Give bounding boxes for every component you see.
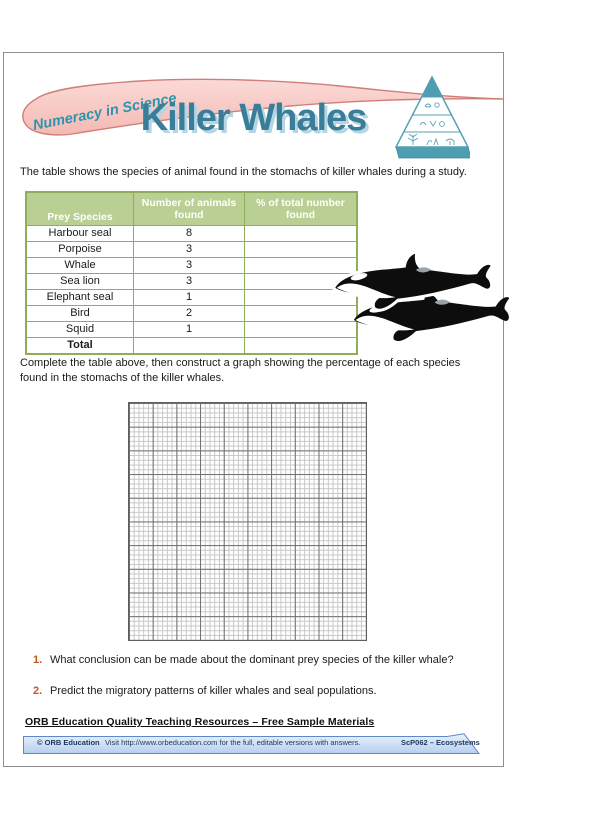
page-title: Killer Whales (140, 97, 367, 139)
cell-species: Harbour seal (26, 226, 134, 242)
cell-species: Porpoise (26, 242, 134, 258)
table-total-row (26, 338, 357, 355)
cell-count: 3 (134, 258, 245, 274)
cell-count: 3 (134, 274, 245, 290)
cell-species: Total (26, 338, 134, 355)
table-row (26, 226, 357, 242)
table-row (26, 322, 357, 338)
question-2-number: 2. (33, 685, 43, 697)
tagline-text: Numeracy in Science (31, 90, 178, 134)
instruction-text: Complete the table above, then construct a graph showing the percentage of each species found in the stomachs of the killer whales. (20, 357, 461, 384)
footer-copyright: © ORB Education (37, 738, 100, 747)
orca-front (335, 254, 490, 309)
question-1-text: What conclusion can be made about the dominant prey species of the killer whale? (50, 654, 454, 666)
intro-text: The table shows the species of animal found in the stomachs of killer whales during a study. (20, 166, 467, 178)
cell-species: Elephant seal (26, 290, 134, 306)
table-row (26, 274, 357, 290)
header-number-found: Number of animals found (134, 192, 245, 226)
cell-species: Bird (26, 306, 134, 322)
cell-species: Whale (26, 258, 134, 274)
table-row (26, 242, 357, 258)
cell-species: Squid (26, 322, 134, 338)
question-2 (33, 684, 483, 698)
table-row (26, 290, 357, 306)
cell-count: 3 (134, 242, 245, 258)
graph-paper-grid (128, 402, 367, 641)
prey-species-table (25, 191, 358, 355)
cell-count: 8 (134, 226, 245, 242)
header-percent-found: % of total number found (245, 192, 358, 226)
table-row (26, 258, 357, 274)
pyramid-base (396, 147, 470, 158)
table-row (26, 306, 357, 322)
question-2-text: Predict the migratory patterns of killer whales and seal populations. (50, 685, 377, 697)
cell-count (134, 338, 245, 355)
cell-count: 2 (134, 306, 245, 322)
cell-species: Sea lion (26, 274, 134, 290)
table-header-row (26, 192, 357, 226)
cell-count: 1 (134, 290, 245, 306)
cell-percent (245, 226, 358, 242)
footer-headline: ORB Education Quality Teaching Resources – Free Sample Materials (25, 716, 375, 728)
footer-banner (23, 733, 489, 755)
header-prey-species: Prey Species (26, 192, 134, 226)
question-1 (33, 653, 483, 667)
killer-whales-illustration (331, 253, 511, 348)
cell-count: 1 (134, 322, 245, 338)
footer-product-code: ScP062 – Ecosystems (401, 738, 480, 747)
footer-visit-text: Visit http://www.orbeducation.com for the full, editable versions with answers. (105, 738, 361, 747)
pyramid-apex (422, 77, 442, 97)
question-1-number: 1. (33, 654, 43, 666)
worksheet-page (3, 52, 504, 767)
